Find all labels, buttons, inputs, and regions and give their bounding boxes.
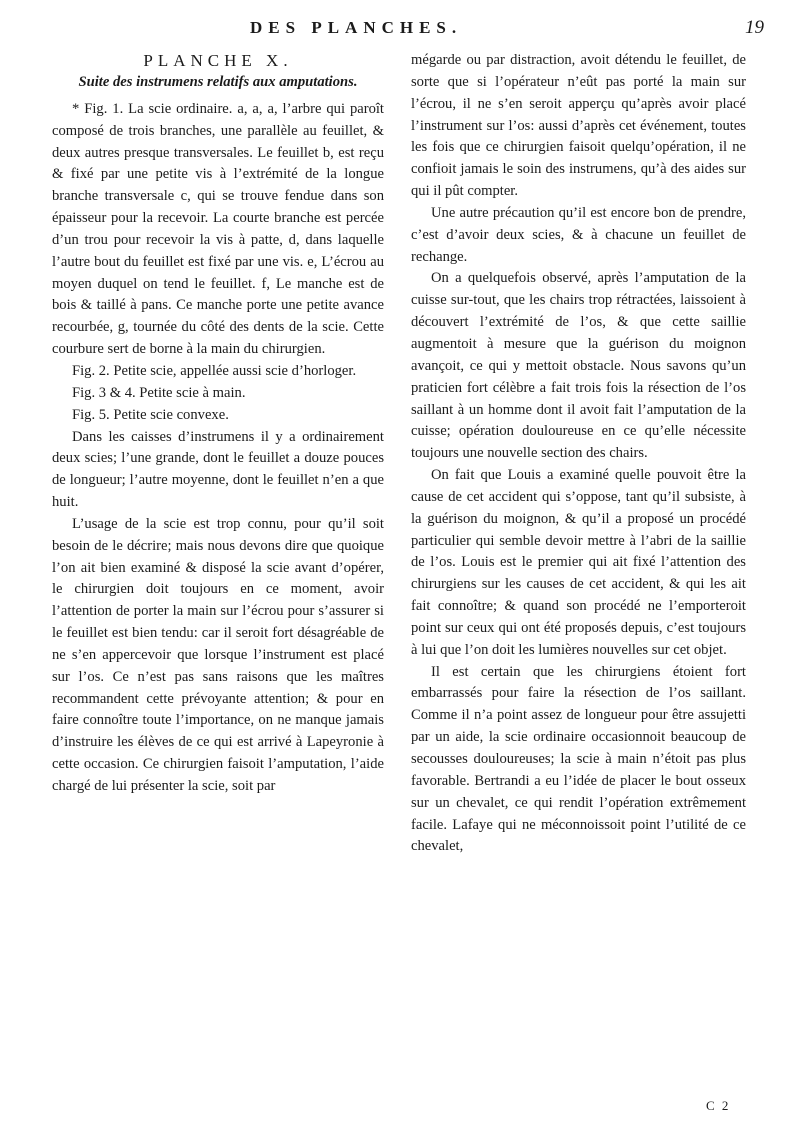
signature-mark: C 2 (706, 1098, 731, 1113)
paragraph: Une autre précaution qu’il est encore bon de prendre, c’est d’avoir deux scies, & à chacune un feuillet de rechange. (411, 204, 746, 265)
plate-title: PLANCHE X. (143, 51, 293, 70)
right-column (411, 50, 746, 858)
paragraph: Fig. 5. Petite scie convexe. (72, 406, 229, 423)
paragraph: On fait que Louis a examiné quelle pouvoit être la cause de cet accident qui s’oppose, tant qu’il subsiste, à la guérison du moignon, & qu’il a proposé un procédé particulier qui semble devoir mettre à l’abri de la saillie de l’os. Louis est le premier qui ait fixé l’attention des chirurgiens sur les causes de cet accident, & qui les ait fait connoître; & quand son procédé ne l’emporteroit point sur ceux qui ont été proposés depuis, c’est toujours à lui que l’on doit les lumières nouvelles sur cet objet. (411, 467, 746, 658)
paragraph: Fig. 3 & 4. Petite scie à main. (72, 384, 246, 401)
paragraph: Fig. 2. Petite scie, appellée aussi scie d’horloger. (72, 362, 357, 379)
paragraph: Dans les caisses d’instrumens il y a ordinairement deux scies; l’une grande, dont le feuillet a douze pouces de longueur; l’autre moyenne, dont le feuillet n’en a que huit. (52, 428, 384, 511)
paragraph: On a quelquefois observé, après l’amputation de la cuisse sur-tout, que les chairs trop rétractées, laissoient à découvert l’extrémité de l’os, & que cette saillie augmentoit à mesure que la guérison du moignon avançoit, ce qui y mettoit obstacle. Nous savons qu’un praticien fort célèbre a fait trois fois la résection de l’os saillant à un homme dont il avoit fait l’amputation de la cuisse; opération douloureuse en ce qu’elle nécessite toujours une nouvelle section des chairs. (411, 270, 746, 462)
running-head: DES PLANCHES. (250, 18, 463, 37)
paragraph: L’usage de la scie est trop connu, pour qu’il soit besoin de le décrire; mais nous devons dire que quoique l’on ait bien examiné & disposé la scie avant d’opérer, le chirurgien doit toujours en ce moment, avoir l’attention de porter la main sur l’écrou pour s’assurer si le feuillet est bien tendu: car il seroit fort désagréable de ne s’en appercevoir que lorsque l’instrument est placé sur l’os. Ce n’est pas sans raisons que les maîtres recommandent cette prévoyante attention; & pour en faire connoître toute l’importance, on ne manque jamais d’instruire les élèves de ce qui est arrivé à Lapeyronie à cette occasion. Ce chirurgien faisoit l’amputation, l’aide chargé de lui présenter la scie, soit par (52, 515, 384, 794)
page-number: 19 (745, 17, 764, 38)
left-column (52, 50, 384, 798)
paragraph: mégarde ou par distraction, avoit détendu le feuillet, de sorte que si l’opérateur n’eût pas porté la main sur l’écrou, il ne s’en seroit apperçu qu’après avoir placé l’instrument sur l’os: aussi d’après cet événement, toutes les fois que ce chirurgien faisoit quelqu’opération, il ne confioit jamais le soin des instrumens, qu’à des aides sur qui il pût compter. (411, 52, 746, 200)
paragraph: Il est certain que les chirurgiens étoient fort embarrassés pour faire la résection de l’os saillant. Comme il n’a point assez de longueur pour être assujetti par un aide, la scie ordinaire occasionnoit beaucoup de secousses douloureuses; la scie à main n’étoit pas plus favorable. Bertrandi a eu l’idée de placer le bout osseux sur un chevalet, ce qui rendit l’opération extrêmement facile. Lafaye qui ne méconnoissoit point l’utilité de ce chevalet, (411, 663, 746, 855)
paragraph: * Fig. 1. La scie ordinaire. a, a, a, l’arbre qui paroît composé de trois branches, une parallèle au feuillet, & deux autres presque transversales. Le feuillet b, est reçu & fixé par une petite vis à l’extrémité de la longue branche transversale c, qui se trouve fendue dans son épaisseur pour la recevoir. La courte branche est percée d’un trou pour recevoir la vis à patte, d, dans laquelle l’autre bout du feuillet est fixé par une vis. e, L’écrou au moyen duquel on tend le feuillet. f, Le manche est de bois & taillé à pans. Ce manche porte une petite avance recourbée, g, tournée du côté des dents de la scie. Cette courbure sert de borne à la main du chirurgien. (52, 100, 384, 358)
plate-subtitle: Suite des instrumens relatifs aux amputations. (78, 73, 358, 90)
